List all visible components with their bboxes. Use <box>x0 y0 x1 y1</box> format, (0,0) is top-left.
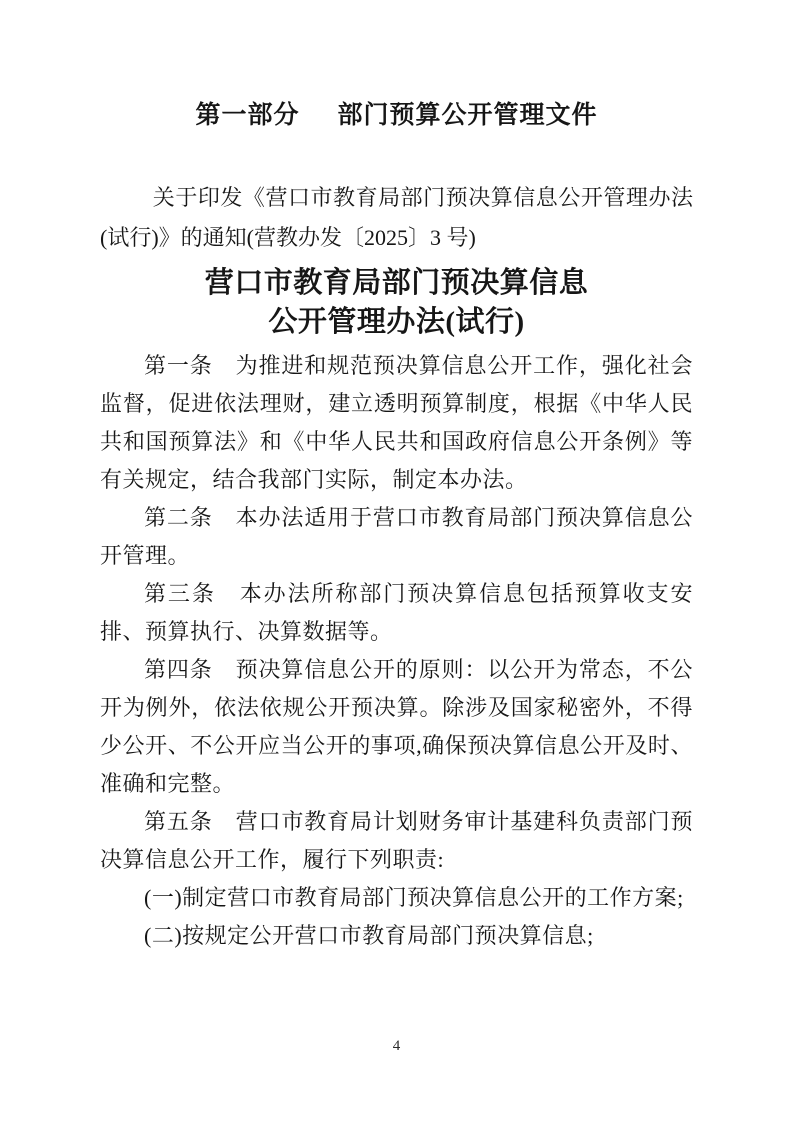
section-title <box>100 98 693 132</box>
section-part-title: 部门预算公开管理文件 <box>337 101 598 129</box>
article-5-item-2-paragraph: (二)按规定公开营口市教育局部门预决算信息; <box>144 923 594 948</box>
article-5-paragraph: 第五条 营口市教育局计划财务审计基建科负责部门预决算信息公开工作，履行下列职责: <box>100 809 693 872</box>
notice-paragraph: 关于印发《营口市教育局部门预决算信息公开管理办法(试行)》的通知(营教办发〔2025〕3 号) <box>100 185 693 250</box>
article-1-paragraph: 第一条 为推进和规范预决算信息公开工作，强化社会监督，促进依法理财，建立透明预算制度，根据《中华人民共和国预算法》和《中华人民共和国政府信息公开条例》等有关规定，结合我部门实际，制定本办法。 <box>100 353 693 492</box>
document-title-line2: 公开管理办法(试行) <box>268 306 525 338</box>
document-title <box>100 264 693 342</box>
document-body <box>100 347 693 955</box>
document-content <box>100 0 693 955</box>
article-3-paragraph: 第三条 本办法所称部门预决算信息包括预算收支安排、预算执行、决算数据等。 <box>100 581 693 644</box>
article-4-paragraph: 第四条 预决算信息公开的原则：以公开为常态，不公开为例外，依法依规公开预决算。除涉及国家秘密外，不得少公开、不公开应当公开的事项,确保预决算信息公开及时、准确和完整。 <box>100 657 693 796</box>
document-title-line1: 营口市教育局部门预决算信息 <box>204 267 589 299</box>
article-2-paragraph: 第二条 本办法适用于营口市教育局部门预决算信息公开管理。 <box>100 505 693 568</box>
article-5-item-1-paragraph: (一)制定营口市教育局部门预决算信息公开的工作方案; <box>144 885 684 910</box>
page-number: 4 <box>392 1038 401 1054</box>
section-part-label: 第一部分 <box>195 101 300 129</box>
